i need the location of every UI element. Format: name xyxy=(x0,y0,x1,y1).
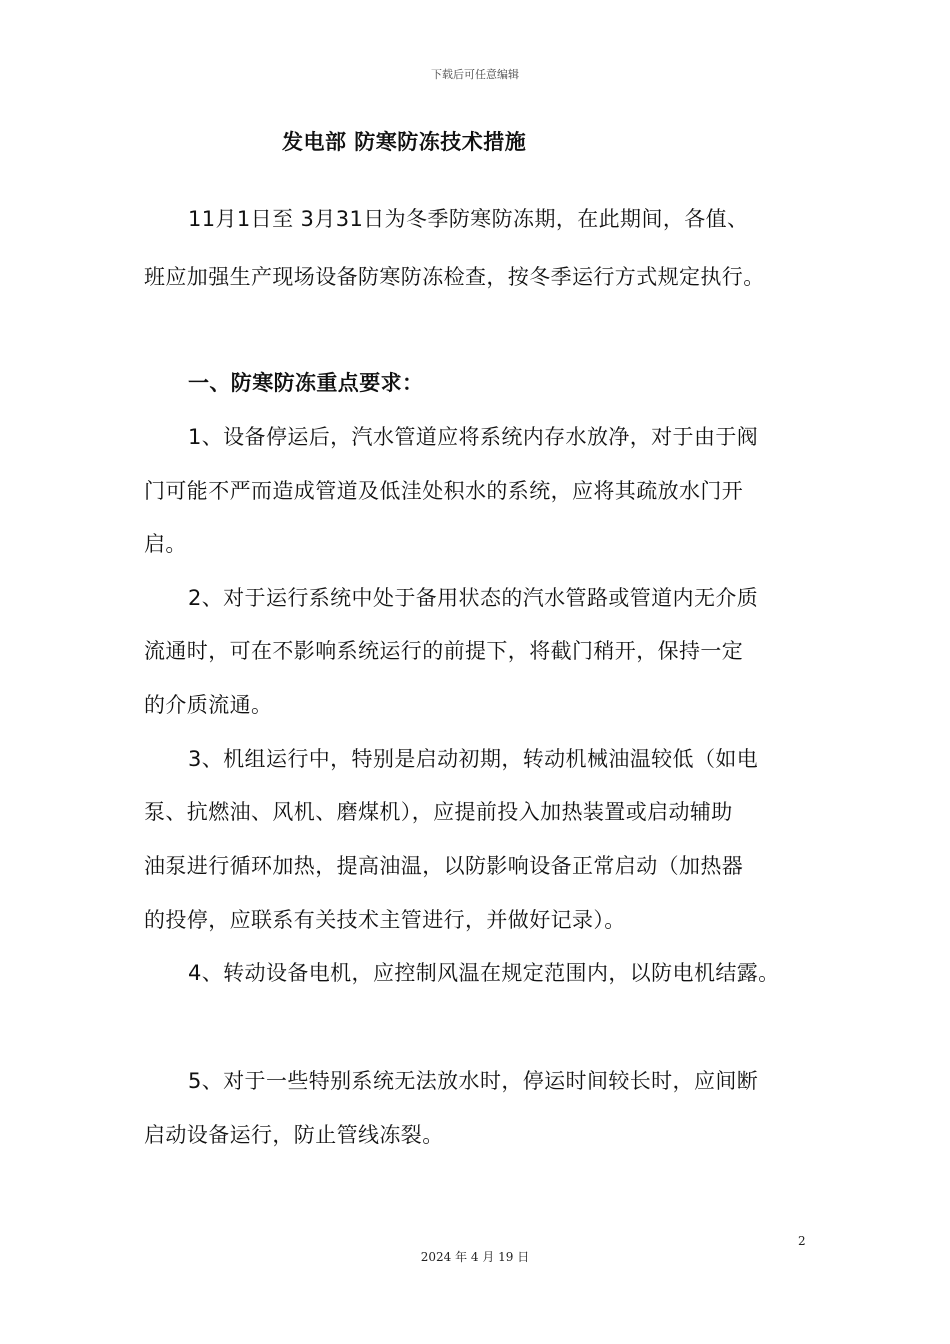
page-number: 2 xyxy=(798,1234,806,1248)
item-3-line-4: 的投停，应联系有关技术主管进行，并做好记录）。 xyxy=(144,908,626,932)
item-1-line-3: 启。 xyxy=(144,532,187,556)
intro-line-1: 11月1日至 3月31日为冬季防寒防冻期，在此期间，各值、 xyxy=(188,207,749,231)
item-1-line-2: 门可能不严而造成管道及低洼处积水的系统，应将其疏放水门开 xyxy=(144,479,744,503)
item-3-line-3: 油泵进行循环加热，提高油温，以防影响设备正常启动（加热器 xyxy=(144,854,744,878)
document-title: 发电部 防寒防冻技术措施 xyxy=(282,130,527,154)
item-5-line-1: 5、对于一些特别系统无法放水时，停运时间较长时，应间断 xyxy=(188,1069,759,1093)
item-3-line-1: 3、机组运行中，特别是启动初期，转动机械油温较低（如电 xyxy=(188,747,759,771)
item-5-line-2: 启动设备运行，防止管线冻裂。 xyxy=(144,1123,444,1147)
item-2-line-3: 的介质流通。 xyxy=(144,693,273,717)
section-heading: 一、防寒防冻重点要求： xyxy=(188,371,424,395)
item-2-line-1: 2、对于运行系统中处于备用状态的汽水管路或管道内无介质 xyxy=(188,586,759,610)
item-2-line-2: 流通时，可在不影响系统运行的前提下，将截门稍开，保持一定 xyxy=(144,639,744,663)
intro-line-2: 班应加强生产现场设备防寒防冻检查，按冬季运行方式规定执行。 xyxy=(144,265,765,289)
footer-date: 2024 年 4 月 19 日 xyxy=(420,1250,530,1264)
header-note: 下载后可任意编辑 xyxy=(431,68,519,81)
item-4-line-1: 4、转动设备电机，应控制风温在规定范围内，以防电机结露。 xyxy=(188,961,780,985)
item-1-line-1: 1、设备停运后，汽水管道应将系统内存水放净，对于由于阀 xyxy=(188,425,759,449)
item-3-line-2: 泵、抗燃油、风机、磨煤机），应提前投入加热装置或启动辅助 xyxy=(144,800,733,824)
